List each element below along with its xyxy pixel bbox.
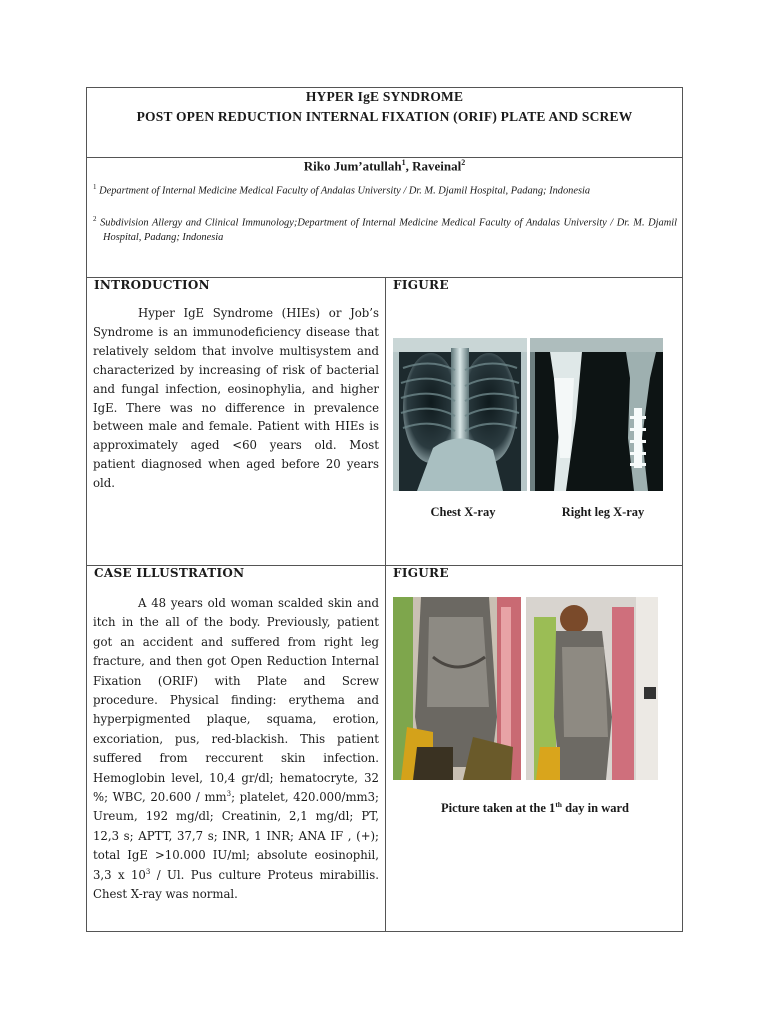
affiliation-1-sup: 1	[93, 183, 97, 191]
affiliation-2-sup: 2	[93, 215, 97, 223]
case-illustration-text	[93, 594, 379, 905]
case-illustration-heading: CASE ILLUSTRATION	[94, 566, 245, 580]
caption-patient-text-1: Picture taken at the 1	[440, 801, 556, 816]
caption-patient-text-2: day in ward	[561, 801, 630, 816]
author-1-sup: 1	[401, 158, 406, 167]
authors-line	[87, 158, 682, 174]
right-leg-xray-image	[530, 338, 663, 491]
affiliation-2	[93, 212, 677, 245]
affiliation-1	[93, 180, 677, 198]
caption-patient-sup: th	[555, 800, 562, 809]
author-2-sup: 2	[461, 158, 466, 167]
introduction-heading: INTRODUCTION	[94, 278, 210, 292]
title-line-2: POST OPEN REDUCTION INTERNAL FIXATION (ORIF) PLATE AND SCREW	[136, 109, 633, 124]
caption-chest-xray: Chest X-ray	[430, 505, 496, 519]
caption-patient-photos	[393, 800, 677, 816]
chest-xray-image	[393, 338, 527, 491]
figure-1-heading: FIGURE	[393, 278, 449, 292]
column-divider	[385, 277, 386, 932]
case-text-2: ; platelet, 420.000/mm3; Ureum, 192 mg/dl; Creatinin, 2,1 mg/dl; PT, 12,3 s; APTT, 37,7 s; INR, 1 INR; ANA IF , (+); total IgE >10.000 IU/ml; absolute eosinophil, 3,3 x 10	[93, 790, 379, 882]
author-1: Riko Jum’atullah	[303, 158, 402, 174]
affiliation-1-text: Department of Internal Medicine Medical Faculty of Andalas University / Dr. M. Djamil Hospital, Padang; Indonesia	[99, 185, 591, 197]
patient-photo-1	[393, 597, 521, 780]
poster-table	[86, 87, 683, 932]
introduction-text	[93, 304, 379, 493]
author-separator: ,	[405, 158, 413, 174]
case-text-3: / Ul. Pus culture Proteus mirabillis. Chest X-ray was normal.	[93, 867, 379, 902]
figure-2-heading: FIGURE	[393, 566, 449, 580]
caption-right-leg-xray: Right leg X-ray	[561, 505, 645, 519]
patient-photo-2	[526, 597, 658, 780]
title-line-1: HYPER IgE SYNDROME	[305, 89, 464, 104]
author-2: Raveinal	[412, 158, 462, 174]
case-sup-2: 3	[145, 867, 151, 876]
introduction-paragraph: Hyper IgE Syndrome (HIEs) or Job’s Syndrome is an immunodeficiency disease that relatively seldom that involve multisystem and characterized by increasing of risk of bacterial and fungal infection, eosinophylia, and higher IgE. There was no difference in prevalence between male and female. Patient with HIEs is approximately aged <60 years old. Most patient diagnosed when aged before 20 years old.	[93, 306, 379, 491]
case-sup-1: 3	[226, 790, 232, 799]
case-paragraph	[93, 594, 379, 905]
affiliation-2-text: Subdivision Allergy and Clinical Immunology;Department of Internal Medicine Medical Faculty of Andalas University / Dr. M. Djamil Hospital, Padang; Indonesia	[100, 217, 677, 244]
case-text-1: A 48 years old woman scalded skin and itch in the all of the body. Previously, patient got an accident and suffered from right leg fracture, and then got Open Reduction Internal Fixation (ORIF) with Plate and Screw procedure. Physical finding: erythema and hyperpigmented plaque, squama, erotion, excoriation, pus, red-blackish. This patient suffered from reccurent skin infection. Hemoglobin level, 10,4 gr/dl; hematocryte, 32 %; WBC, 20.600 / mm	[93, 596, 379, 805]
